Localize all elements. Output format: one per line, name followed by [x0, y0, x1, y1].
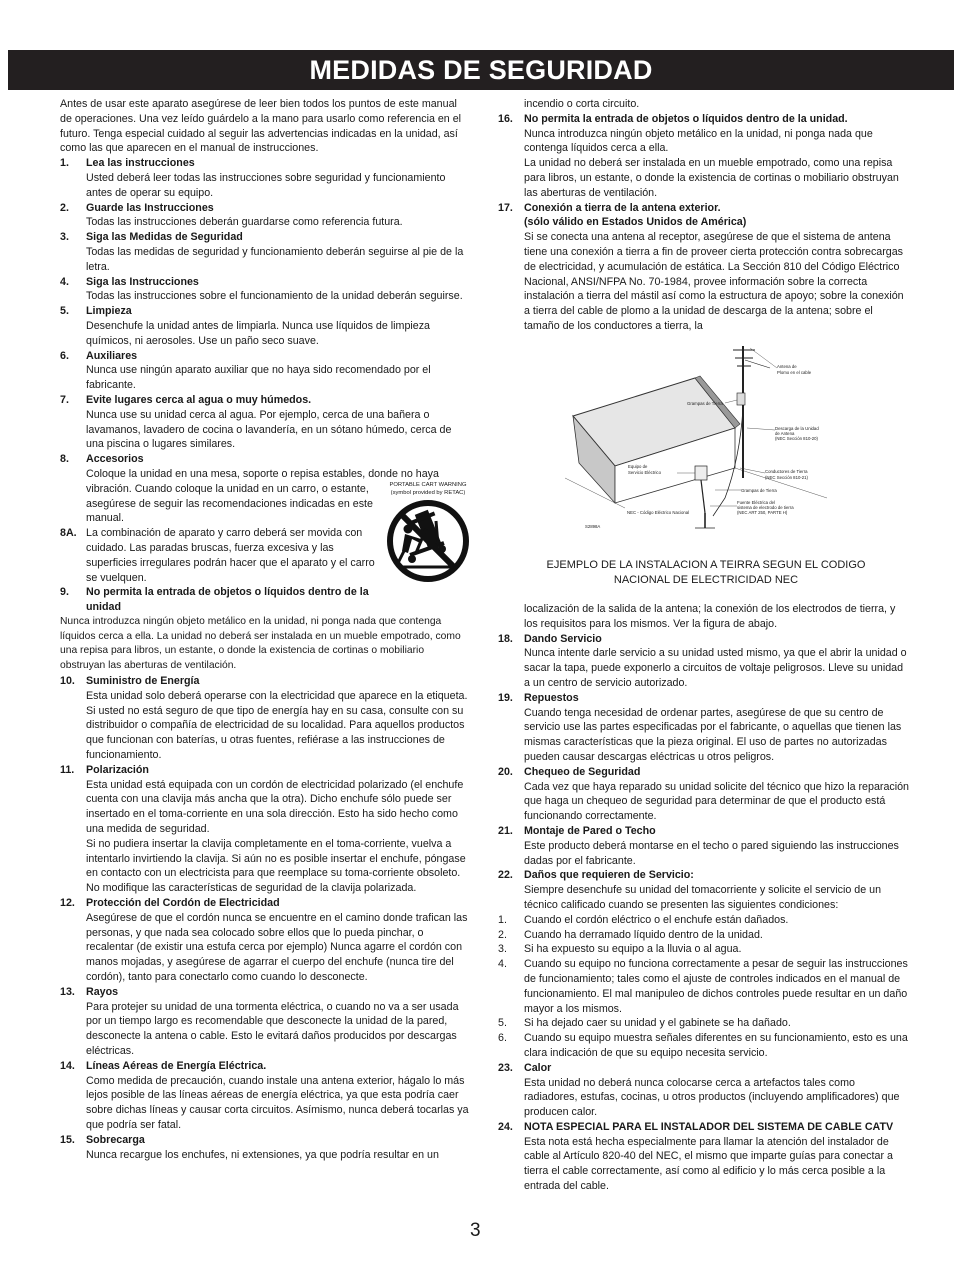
item-text: Nunca use su unidad cerca al agua. Por ejemplo, cerca de una bañera o lavamanos, lavadero de cocina o lavandería, en un sótano húmedo, cerca de una piscina o lugares similares. — [86, 408, 452, 451]
item-text: Esta unidad solo deberá operarse con la electricidad que aparece en la etiqueta. Si usted no está seguro de que tipo de energía hay en su casa, consulte con su distribuidor o compañía de electricidad de su localidad. Para aquellos productos que funcionan con baterías, u otras fuentes, refiérase a las instrucciones de funcionamiento. — [86, 689, 468, 762]
safety-item-5 — [60, 304, 470, 348]
item-title: Protección del Cordón de Electricidad — [86, 897, 280, 910]
item-number: 19. — [498, 691, 513, 704]
item-text: Para protejer su unidad de una tormenta eléctrica, o cuando no va a ser usada por un tiempo largo es recomendable que desconecte la unidad de la pared, desconecte la antena o cable. Esto le evitará daños producidos por descargas eléctricas. — [86, 1000, 459, 1057]
safety-item-12 — [60, 896, 470, 985]
item-number: 11. — [60, 763, 75, 776]
label-figure-code: S2898A — [585, 524, 601, 529]
item-number: 20. — [498, 765, 513, 778]
item-title: Guarde las Instrucciones — [86, 201, 214, 214]
item-title: Siga las Medidas de Seguridad — [86, 231, 243, 244]
safety-item-21 — [498, 824, 910, 868]
condition-number: 4. — [498, 958, 507, 971]
right-column-top — [498, 97, 910, 334]
item-number: 5. — [60, 305, 69, 318]
item-text: Usted deberá leer todas las instrucciones sobre seguridad y funcionamiento antes de operar su equipo. — [86, 171, 446, 199]
item-number: 17. — [498, 201, 513, 214]
item-title: Rayos — [86, 985, 119, 998]
item-number: 3. — [60, 231, 69, 244]
condition-text: Cuando el cordón eléctrico o el enchufe están dañados. — [524, 913, 789, 926]
condition-number: 3. — [498, 943, 507, 956]
label-electrode-3: (NEC ART 250, PARTE H) — [737, 510, 788, 515]
cart-warning-source: (symbol provided by RETAC) — [390, 490, 466, 497]
item-title: Evite lugares cerca al agua o muy húmedos. — [86, 393, 312, 406]
item-title: Repuestos — [524, 691, 579, 704]
label-ground-conductors: Conductores de Tierra — [765, 469, 808, 474]
label-ground-clamp-top: Grampas de Tierra — [687, 401, 723, 406]
condition-text: Cuando su equipo muestra señales diferentes en su funcionamiento, esto es una clara indicación de que su equipo necesita servicio. — [524, 1032, 908, 1059]
left-column — [60, 97, 470, 1162]
item-title: Accesorios — [86, 453, 144, 466]
safety-item-22 — [498, 868, 910, 912]
cart-warning-figure — [382, 481, 474, 583]
safety-item-11 — [60, 763, 470, 896]
antenna-grounding-diagram — [565, 338, 830, 538]
item-text: Esta unidad está equipada con un cordón de electricidad polarizado (el enchufe cuenta con una clavija más ancha que la otra). Dicho enchufe sólo puede ser insertado en el toma-corriente en una sola dirección. Esto ha sido hecho como una medida de seguridad. — [86, 778, 464, 836]
item-text: Desenchufe la unidad antes de limpiarla. Nunca use líquidos de limpieza químicos, ni aerosoles. Use un paño seco suave. — [86, 319, 430, 347]
item-number: 24. — [498, 1120, 513, 1133]
item-number: 4. — [60, 275, 69, 288]
label-antenna-lead: Antena de — [777, 364, 797, 369]
item-text-2: Si no pudiera insertar la clavija completamente en el toma-corriente, vuelva a intentarlo invirtiendo la clavija. Si aún no es posible insertar el enchufe, póngase en contacto con un electricista para que reemplace su toma-corriente obsoleto. No modifique las características de seguridad de la clavija polarizada. — [86, 837, 466, 895]
diagram-caption-line-1: EJEMPLO DE LA INSTALACION A TEIRRA SEGUN EL CODIGO — [546, 559, 866, 571]
item-text: Como medida de precaución, cuando instale una antena exterior, hágalo lo más lejos posible de las líneas aéreas de energía eléctrica, ya que esta podría caer sobre dichas líneas y causar corta circuitos. Asímismo, nunca deberá tocarlas ya que podría ser fatal. — [86, 1074, 469, 1131]
tipping-cart-icon — [386, 499, 470, 583]
item-text: Este producto deberá montarse en el techo o pared siguiendo las instrucciones dadas por el fabricante. — [524, 839, 899, 867]
safety-item-14 — [60, 1059, 470, 1133]
safety-item-15 — [60, 1133, 470, 1163]
item-title: Auxiliares — [86, 349, 138, 362]
item-number: 13. — [60, 985, 75, 998]
condition-text: Si ha expuesto su equipo a la lluvia o al agua. — [524, 943, 742, 956]
cart-section — [60, 452, 470, 585]
safety-item-20 — [498, 765, 910, 824]
diagram-caption — [500, 558, 912, 588]
label-nec: NEC - Código Eléctrico Nacional — [627, 510, 690, 515]
item-number: 8. — [60, 453, 69, 466]
safety-item-9 — [60, 585, 470, 615]
item-text-continued: vibración. Cuando coloque la unidad en un carro, o estante, asegúrese de seguir las recomendaciones indicadas en este manual. — [86, 482, 373, 525]
item-text: La combinación de aparato y carro deberá ser movida con cuidado. Las paradas bruscas, fuerza excesiva y las superficies irregulares podrán hacer que el aparato y el carro se vuelquen. — [86, 527, 375, 584]
item-title: Calor — [524, 1061, 552, 1074]
label-antenna-lead-2: Plomo en el cable — [777, 370, 812, 375]
safety-item-4 — [60, 275, 470, 305]
item-number: 7. — [60, 393, 69, 406]
safety-item-7 — [60, 393, 470, 452]
label-ground-conductors-2: (NEC Sección 810-21) — [765, 475, 808, 480]
page-title: MEDIDAS DE SEGURIDAD — [8, 50, 954, 90]
item-number: 8A. — [60, 527, 77, 540]
item-title: No permita la entrada de objetos o líquidos dentro de la unidad. — [524, 112, 848, 125]
item-title: Siga las Instrucciones — [86, 275, 199, 288]
safety-item-17 — [498, 201, 910, 334]
item-9-text: Nunca introduzca ningún objeto metálico en la unidad, ni ponga nada que contenga líquidos cerca a ella. La unidad no deberá ser instalada en un mueble empotrado, como una repisa para libros, un estante, o donde la existencia de cortinas o mobiliario obstruyan las aberturas de ventilación. — [60, 615, 461, 672]
item-number: 12. — [60, 897, 75, 910]
condition-number: 1. — [498, 913, 507, 926]
diagram-caption-line-2: NACIONAL DE ELECTRICIDAD NEC — [613, 574, 799, 586]
item-text: Todas las medidas de seguridad y funcionamiento deberán seguirse al pie de la letra. — [86, 245, 464, 273]
condition-item — [498, 928, 910, 943]
safety-item-23 — [498, 1061, 910, 1120]
condition-item — [498, 913, 910, 928]
item-text-2: La unidad no deberá ser instalada en un mueble empotrado, como una repisa para libros, un estante, o donde la existencia de cortinas o mobiliario obstruyan las aberturas de ventilación. — [524, 157, 899, 199]
safety-item-1 — [60, 156, 470, 200]
cart-warning-title: PORTABLE CART WARNING — [389, 482, 467, 489]
safety-item-6 — [60, 349, 470, 393]
item-subtitle: (sólo válido en Estados Unidos de América) — [524, 216, 747, 229]
item-title: Suministro de Energía — [86, 675, 200, 688]
label-service-equipment: Equipo de — [628, 464, 648, 469]
item-text: Todas las instrucciones deberán guardarse como referencia futura. — [86, 216, 403, 229]
safety-item-24 — [498, 1120, 910, 1194]
item-text: Si se conecta una antena al receptor, asegúrese de que el sistema de antena tiene una conexión a tierra a fin de proveer cierta protección contra sobrecargas de electricidad, y acumulación de estática. La Sección 810 del Código Eléctrico Nacional, ANSI/NFPA No. 70-1984, provee información sobre la correcta instalación a tierra del mástil así como la estructura de apoyo; sobre la conexión a tierra del cable de plomo a la unidad de descarga de la antena; sobre el tamaño de los conductores a tierra, la — [524, 231, 904, 332]
item-title: Sobrecarga — [86, 1133, 145, 1146]
item-number: 6. — [60, 349, 69, 362]
item-number: 9. — [60, 586, 69, 599]
item-17-continued: localización de la salida de la antena; la conexión de los electrodos de tierra, y los requisitos para los mismos. Ver la figura de abajo. — [524, 603, 896, 630]
item-text: Nunca use ningún aparato auxiliar que no haya sido recomendado por el fabricante. — [86, 364, 431, 392]
item-number: 10. — [60, 675, 75, 688]
item-text: Nunca introduzca ningún objeto metálico en la unidad, ni ponga nada que contenga líquidos cerca a ella. — [524, 127, 873, 155]
item-15-continued: incendio o corta circuito. — [524, 98, 640, 110]
label-service-equipment-2: Servicio Eléctrico — [628, 470, 661, 475]
safety-item-16 — [498, 112, 910, 201]
label-discharge-unit-3: (NEC Sección 810-20) — [775, 436, 818, 441]
right-column-bottom — [498, 602, 910, 1194]
label-ground-clamp-bottom: Grampas de Tierra — [741, 488, 777, 493]
label-electrode: Fuente Eléctrica del — [737, 500, 775, 505]
condition-item — [498, 957, 910, 1016]
condition-item — [498, 942, 910, 957]
item-title: Lea las instrucciones — [86, 157, 195, 170]
item-number: 18. — [498, 632, 513, 645]
condition-text: Cuando su equipo no funciona correctamente a pesar de seguir las instrucciones de funcionamiento; tales como el ajuste de controles indicados en el manual de funcionamiento. El mal manipuleo de dichos controles puede resultar en un daño mayor a los mismos. — [524, 958, 908, 1015]
condition-number: 5. — [498, 1017, 507, 1030]
item-text: Esta nota está hecha especialmente para llamar la atención del instalador de cable al Artículo 820-40 del NEC, el mismo que imparte guías para conectar a tierra el cable correctamente, así como al edificio y lo más cerca posible a la entrada del cable. — [524, 1135, 893, 1193]
item-number: 21. — [498, 824, 513, 837]
item-number: 1. — [60, 157, 69, 170]
item-title: Dando Servicio — [524, 632, 602, 645]
item-number: 15. — [60, 1133, 75, 1146]
safety-item-3 — [60, 230, 470, 274]
safety-item-2 — [60, 201, 470, 231]
item-title: NOTA ESPECIAL PARA EL INSTALADOR DEL SISTEMA DE CABLE CATV — [524, 1120, 894, 1133]
item-text: Cada vez que haya reparado su unidad solicite del técnico que hizo la reparación que haga un chequeo de seguridad para determinar de que el producto está funcionando correctamente. — [524, 780, 910, 823]
item-number: 23. — [498, 1061, 513, 1074]
item-text: Nunca intente darle servicio a su unidad usted mismo, ya que el abrir la unidad o sacar la tapa, puede exponerlo a circuitos de voltaje peligrosos. Lleve su unidad a un centro de servicio autorizado. — [524, 647, 907, 689]
item-text: Esta unidad no deberá nunca colocarse cerca a artefactos tales como radiadores, estufas, cocinas, u otros productos (incluyendo amplificadores) que producen calor. — [524, 1076, 900, 1119]
condition-text: Cuando ha derramado líquido dentro de la unidad. — [524, 928, 763, 941]
item-number: 22. — [498, 869, 513, 882]
item-text: Asegúrese de que el cordón nunca se encuentre en el camino donde trafican las personas, y que nada sea colocado sobre ellos que lo pueda pinchar, o recalentar (de existir una estufa cerca por ejemplo) Nunca agarre el cordón con manos mojadas, y asegúrese de agarrar el cuerpo del enchufe (nunca tire del cordón), tanto para conectarlo como cuando lo desconecte. — [86, 911, 468, 984]
item-number: 16. — [498, 112, 513, 125]
label-electrode-2: sistema de electrodo de tierra — [737, 505, 794, 510]
item-text: Nunca recargue los enchufes, ni extensiones, ya que podría resultar en un — [86, 1148, 439, 1161]
condition-item — [498, 1031, 910, 1061]
item-text: Siempre desenchufe su unidad del tomacorriente y solicite el servicio de un técnico calificado cuando se presenten las siguientes condiciones: — [524, 884, 882, 911]
item-title: Limpieza — [86, 305, 132, 318]
condition-item — [498, 1016, 910, 1031]
item-title: Líneas Aéreas de Energía Eléctrica. — [86, 1059, 267, 1072]
intro-paragraph: Antes de usar este aparato asegúrese de leer bien todos los puntos de este manual de operaciones. Una vez leído guárdelo a la mano para usarlo como referencia en el futuro. Tenga especial cuidado al seguir las advertencias indicadas en la unidad, así como las que aparecen en el manual de instrucciones. — [60, 98, 462, 155]
item-number: 14. — [60, 1059, 75, 1072]
item-number: 2. — [60, 201, 69, 214]
label-discharge-unit-2: de Antena — [775, 431, 795, 436]
page-number: 3 — [470, 1220, 481, 1241]
item-title: Daños que requieren de Servicio: — [524, 869, 694, 882]
item-title: Montaje de Pared o Techo — [524, 824, 656, 837]
safety-item-18 — [498, 632, 910, 691]
condition-text: Si ha dejado caer su unidad y el gabinete se ha dañado. — [524, 1017, 791, 1030]
condition-number: 6. — [498, 1032, 507, 1045]
item-text: Todas las instrucciones sobre el funcionamiento de la unidad deberán seguirse. — [86, 290, 463, 303]
condition-number: 2. — [498, 928, 507, 941]
label-discharge-unit: Descarga de la Unidad — [775, 426, 819, 431]
safety-item-10 — [60, 674, 470, 763]
item-text: Coloque la unidad en una mesa, soporte o repisa estables, donde no haya — [86, 467, 439, 480]
item-title: Chequeo de Seguridad — [524, 765, 641, 778]
safety-item-13 — [60, 985, 470, 1059]
item-title: No permita la entrada de objetos o líquidos dentro de la unidad — [86, 586, 369, 614]
safety-item-19 — [498, 691, 910, 765]
item-title: Conexión a tierra de la antena exterior. — [524, 201, 721, 214]
item-title: Polarización — [86, 763, 149, 776]
item-text: Cuando tenga necesidad de ordenar partes, asegúrese de que su centro de servicio use las partes especificadas por el fabricante, o aquellas que tienen las mismas características que la pieza original. El uso de partes no autorizadas pueden causar descargas eléctricas u otros peligros. — [524, 706, 902, 763]
